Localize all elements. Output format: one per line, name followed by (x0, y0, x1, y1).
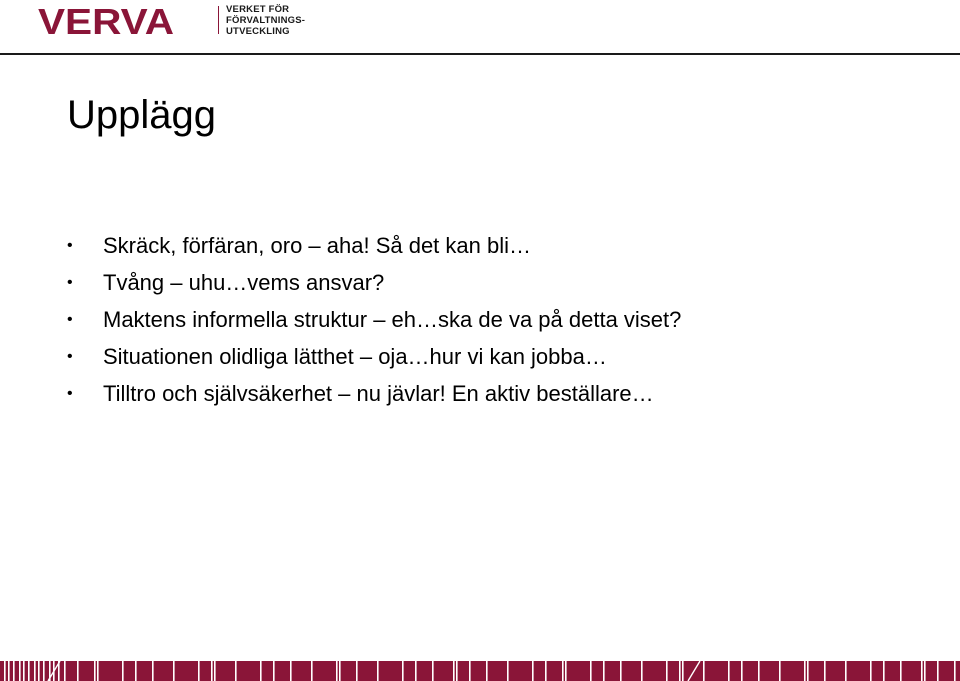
band-stripe (38, 661, 40, 681)
band-stripe (77, 661, 79, 681)
band-stripe (679, 661, 681, 681)
band-stripe (211, 661, 213, 681)
band-stripe (532, 661, 534, 681)
band-stripe (402, 661, 404, 681)
band-stripe (214, 661, 216, 681)
band-stripe (900, 661, 902, 681)
bullet-item (67, 264, 681, 301)
band-stripe (666, 661, 668, 681)
band-stripe (779, 661, 781, 681)
band-stripe (565, 661, 567, 681)
band-stripe (804, 661, 806, 681)
bullet-text: Tvång – uhu…vems ansvar? (103, 270, 385, 295)
bullet-dot-icon: • (67, 348, 73, 365)
bullet-text: Maktens informella struktur – eh…ska de va på detta viset? (103, 307, 682, 332)
band-stripe (507, 661, 509, 681)
bullet-item (67, 227, 681, 264)
band-stripe (741, 661, 743, 681)
band-stripe (824, 661, 826, 681)
band-stripe (590, 661, 592, 681)
logo-subtitle-line-3: UTVECKLING (226, 26, 290, 37)
bullet-item (67, 375, 681, 412)
band-stripe (924, 661, 926, 681)
band-stripe (377, 661, 379, 681)
bullet-item (67, 338, 681, 375)
logo-subtitle (226, 4, 305, 37)
bullet-text: Skräck, förfäran, oro – aha! Så det kan bli… (103, 233, 532, 258)
band-stripe (94, 661, 96, 681)
band-stripe (8, 661, 10, 681)
slide-title: Upplägg (67, 93, 217, 137)
band-stripe (28, 661, 30, 681)
bullet-dot-icon: • (67, 311, 73, 328)
band-stripe (845, 661, 847, 681)
band-stripe (703, 661, 705, 681)
band-stripe (34, 661, 36, 681)
band-stripe (273, 661, 275, 681)
band-stripe (870, 661, 872, 681)
band-stripe (97, 661, 99, 681)
band-stripe (23, 661, 25, 681)
bullet-item (67, 301, 681, 338)
band-background (0, 661, 960, 681)
band-stripe (883, 661, 885, 681)
band-stripe (641, 661, 643, 681)
band-stripe (728, 661, 730, 681)
band-stripe (19, 661, 21, 681)
band-stripe (603, 661, 605, 681)
band-stripe (432, 661, 434, 681)
logo-wordmark: VERVA (38, 3, 174, 37)
band-stripe (456, 661, 458, 681)
bullet-dot-icon: • (67, 385, 73, 402)
band-stripe (122, 661, 124, 681)
band-stripe (921, 661, 923, 681)
bullet-list (67, 227, 681, 412)
bullet-text: Tilltro och självsäkerhet – nu jävlar! En aktiv beställare… (103, 381, 654, 406)
band-stripe (562, 661, 564, 681)
band-stripe (43, 661, 45, 681)
band-stripe (356, 661, 358, 681)
band-stripe (260, 661, 262, 681)
band-stripe (4, 661, 6, 681)
logo-subtitle-line-1: VERKET FÖR (226, 4, 290, 15)
band-stripe (311, 661, 313, 681)
band-stripe (152, 661, 154, 681)
band-stripe (453, 661, 455, 681)
logo-divider (218, 6, 219, 34)
band-stripe (954, 661, 956, 681)
decorative-bottom-band (0, 661, 960, 681)
band-stripe (13, 661, 15, 681)
band-stripe (336, 661, 338, 681)
bullet-text: Situationen olidliga lätthet – oja…hur vi kan jobba… (103, 344, 607, 369)
band-stripe (135, 661, 137, 681)
band-stripe (339, 661, 341, 681)
verva-logo (38, 3, 306, 37)
logo-subtitle-line-2: FÖRVALTNINGS- (226, 15, 306, 26)
band-stripe (807, 661, 809, 681)
bullet-dot-icon: • (67, 237, 73, 254)
band-stripe (545, 661, 547, 681)
header-rule (0, 53, 960, 55)
band-stripe (235, 661, 237, 681)
band-stripe (198, 661, 200, 681)
verva-logo-mark (38, 3, 174, 37)
band-stripe (64, 661, 66, 681)
band-stripe (937, 661, 939, 681)
band-stripe (682, 661, 684, 681)
band-stripe (415, 661, 417, 681)
bullet-dot-icon: • (67, 274, 73, 291)
band-stripe (173, 661, 175, 681)
band-stripe (469, 661, 471, 681)
band-stripe (290, 661, 292, 681)
band-stripe (620, 661, 622, 681)
band-stripe (758, 661, 760, 681)
band-stripe (486, 661, 488, 681)
